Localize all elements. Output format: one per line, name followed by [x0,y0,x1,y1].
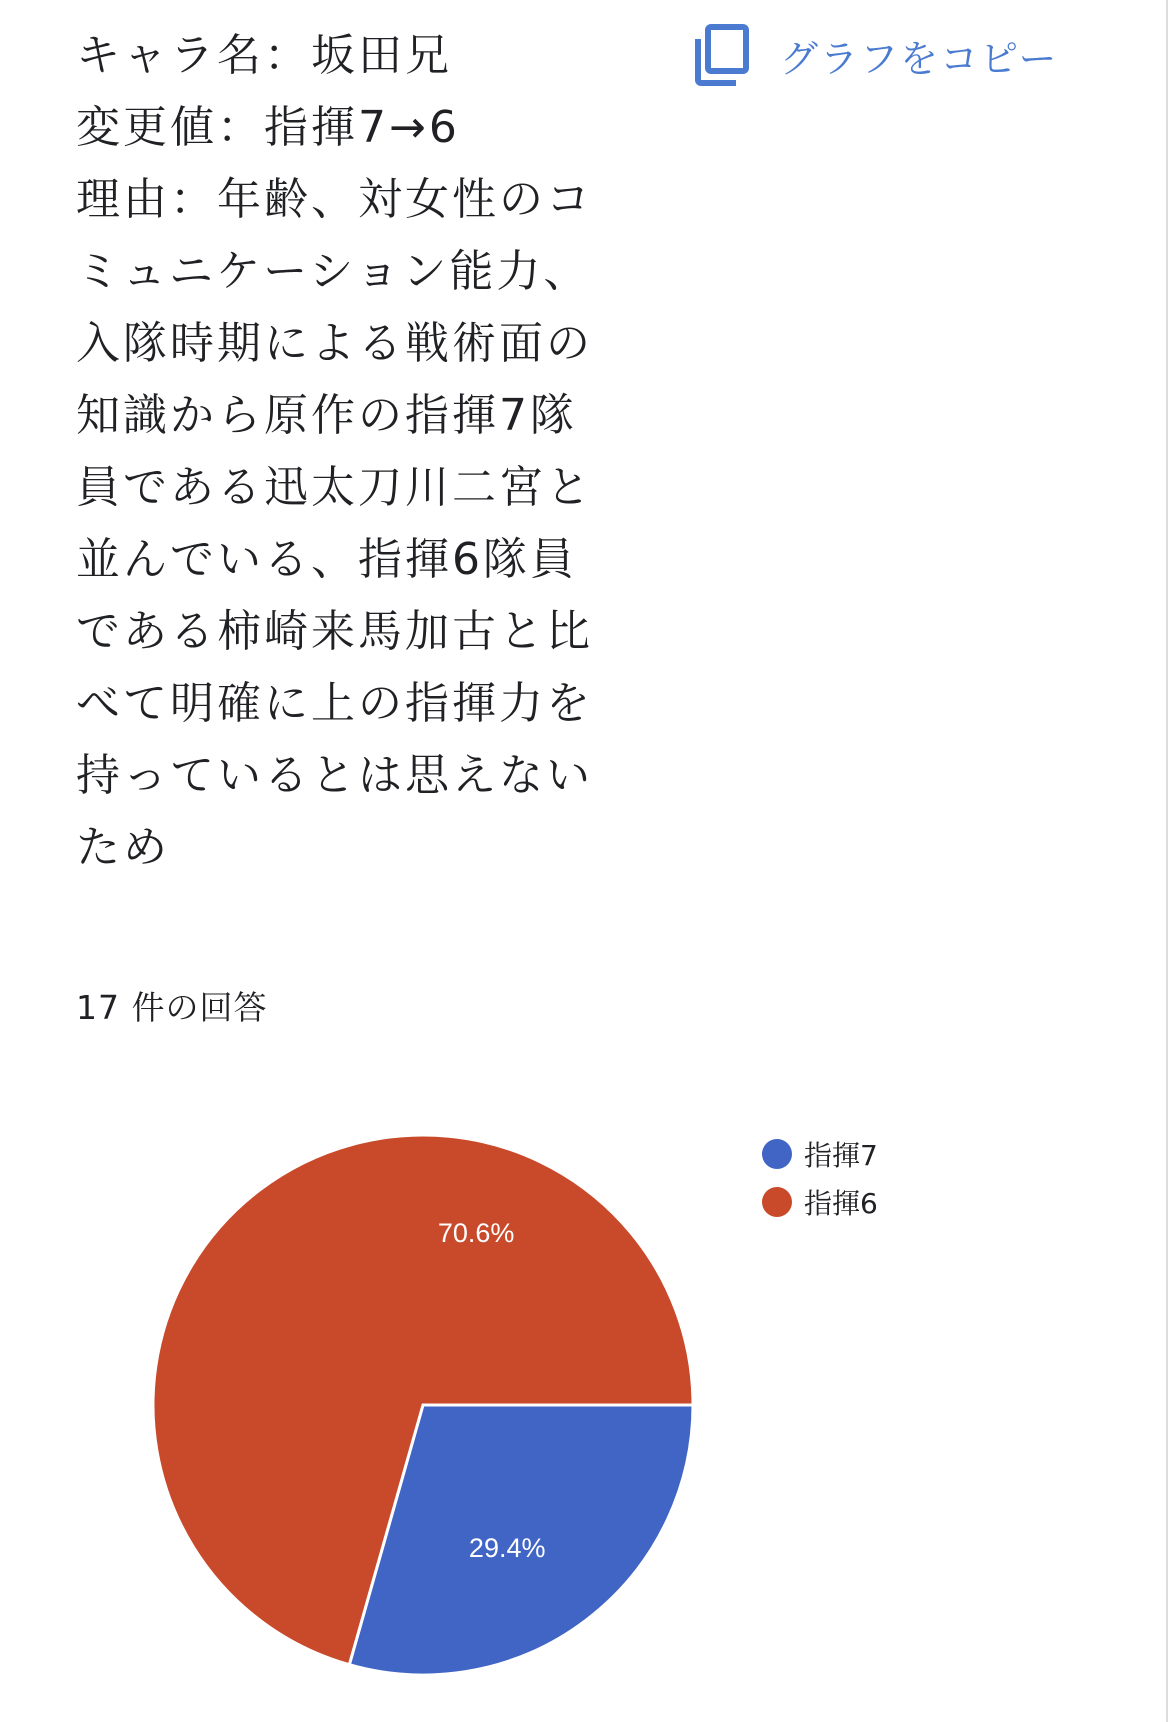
question-line: ため [76,822,170,873]
chart-legend [762,1130,878,1226]
question-line: 並んでいる、指揮6隊員 [76,534,577,585]
question-line: 変更値：指揮7→6 [76,102,460,153]
copy-chart-label: グラフをコピー [780,36,1059,81]
question-line: 持っているとは思えない [76,750,593,801]
legend-swatch [762,1139,792,1169]
copy-chart-button[interactable] [694,20,1058,90]
legend-label: 指揮7 [804,1139,878,1172]
legend-item-2[interactable] [762,1178,878,1226]
response-count: 17 件の回答 [76,988,268,1027]
pie-chart [0,1080,760,1720]
question-line: である柿崎来馬加古と比 [76,606,593,657]
question-line: キャラ名：坂田兄 [76,30,452,81]
question-line: べて明確に上の指揮力を [76,678,593,729]
question-title [76,20,636,884]
slice-label-2: 70.6% [437,1218,515,1249]
question-line: 理由：年齢、対女性のコ [76,174,593,225]
legend-item-1[interactable] [762,1130,878,1178]
legend-label: 指揮6 [804,1187,878,1220]
question-line: ミュニケーション能力、 [76,246,591,297]
slice-label-1: 29.4% [468,1532,546,1563]
question-line: 知識から原作の指揮7隊 [76,390,577,441]
question-line: 員である迅太刀川二宮と [76,462,593,513]
question-line: 入隊時期による戦術面の [76,318,593,369]
copy-icon [694,24,750,86]
legend-swatch [762,1187,792,1217]
